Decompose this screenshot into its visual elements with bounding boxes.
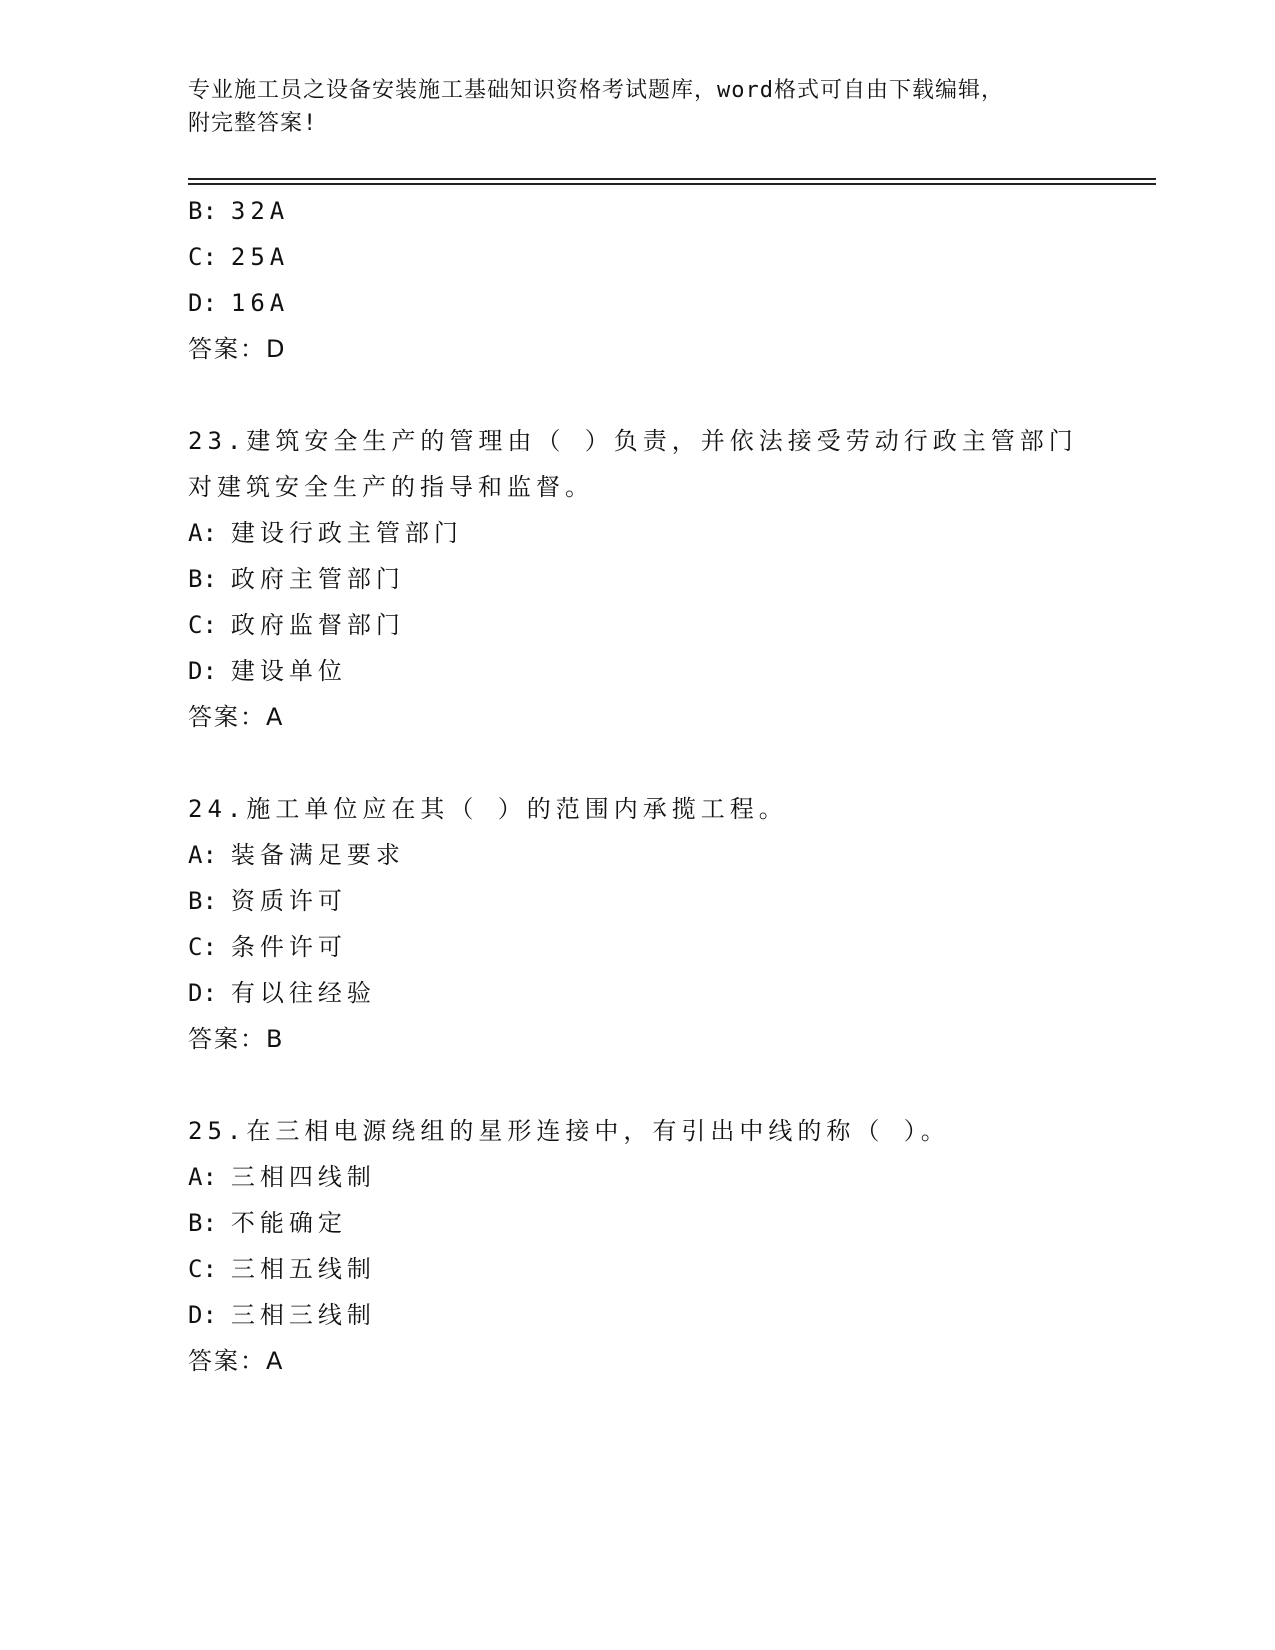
option-c — [188, 1246, 1148, 1292]
option-key: D: — [188, 1301, 217, 1329]
option-key: B: — [188, 197, 217, 225]
option-key: B: — [188, 565, 217, 593]
spacer — [188, 1062, 1148, 1108]
option-d — [188, 1292, 1148, 1338]
question-text-line-1: 23.建筑安全生产的管理由（ ）负责，并依法接受劳动行政主管部门 — [188, 427, 1078, 455]
option-d — [188, 970, 1148, 1016]
option-text: 建设行政主管部门 — [230, 519, 463, 547]
option-key: A: — [188, 519, 217, 547]
answer: 答案：B — [188, 1025, 285, 1053]
question-text-line-1: 24.施工单位应在其（ ）的范围内承揽工程。 — [188, 795, 788, 823]
option-key: B: — [188, 887, 217, 915]
question-list — [188, 188, 1148, 1384]
option-key: C: — [188, 243, 217, 271]
option-b — [188, 188, 1148, 234]
option-text: 建设单位 — [230, 657, 347, 685]
option-key: D: — [188, 979, 217, 1007]
question-22 — [188, 188, 1148, 372]
question-25 — [188, 1108, 1148, 1384]
spacer — [188, 740, 1148, 786]
option-b — [188, 878, 1148, 924]
spacer — [188, 372, 1148, 418]
option-key: B: — [188, 1209, 217, 1237]
option-text: 不能确定 — [230, 1209, 347, 1237]
option-key: A: — [188, 841, 217, 869]
option-text: 资质许可 — [230, 887, 347, 915]
option-text: 有以往经验 — [230, 979, 376, 1007]
question-text-line-2: 对建筑安全生产的指导和监督。 — [188, 473, 594, 501]
question-24 — [188, 786, 1148, 1062]
option-a — [188, 510, 1148, 556]
option-c — [188, 602, 1148, 648]
option-key: C: — [188, 1255, 217, 1283]
option-c — [188, 924, 1148, 970]
option-text: 政府主管部门 — [230, 565, 405, 593]
option-text: 政府监督部门 — [230, 611, 405, 639]
option-text: 三相五线制 — [230, 1255, 376, 1283]
option-text: 25A — [230, 243, 290, 271]
document-header — [188, 74, 1088, 140]
option-a — [188, 832, 1148, 878]
option-key: D: — [188, 657, 217, 685]
option-d — [188, 648, 1148, 694]
option-a — [188, 1154, 1148, 1200]
header-divider-top — [188, 178, 1156, 180]
answer: 答案：A — [188, 703, 285, 731]
option-key: C: — [188, 611, 217, 639]
option-key: C: — [188, 933, 217, 961]
answer: 答案：D — [188, 335, 287, 363]
option-c — [188, 234, 1148, 280]
option-text: 条件许可 — [230, 933, 347, 961]
option-text: 32A — [230, 197, 290, 225]
option-b — [188, 556, 1148, 602]
option-d — [188, 280, 1148, 326]
header-divider-bottom — [188, 183, 1156, 185]
option-text: 三相四线制 — [230, 1163, 376, 1191]
option-text: 16A — [230, 289, 290, 317]
header-line-2: 附完整答案! — [188, 111, 318, 136]
option-key: D: — [188, 289, 217, 317]
option-text: 装备满足要求 — [230, 841, 405, 869]
answer: 答案：A — [188, 1347, 285, 1375]
option-key: A: — [188, 1163, 217, 1191]
header-line-1: 专业施工员之设备安装施工基础知识资格考试题库，word格式可自由下载编辑， — [188, 78, 1004, 103]
question-text-line-1: 25.在三相电源绕组的星形连接中，有引出中线的称（ ）。 — [188, 1117, 950, 1145]
option-b — [188, 1200, 1148, 1246]
option-text: 三相三线制 — [230, 1301, 376, 1329]
question-23 — [188, 418, 1148, 740]
